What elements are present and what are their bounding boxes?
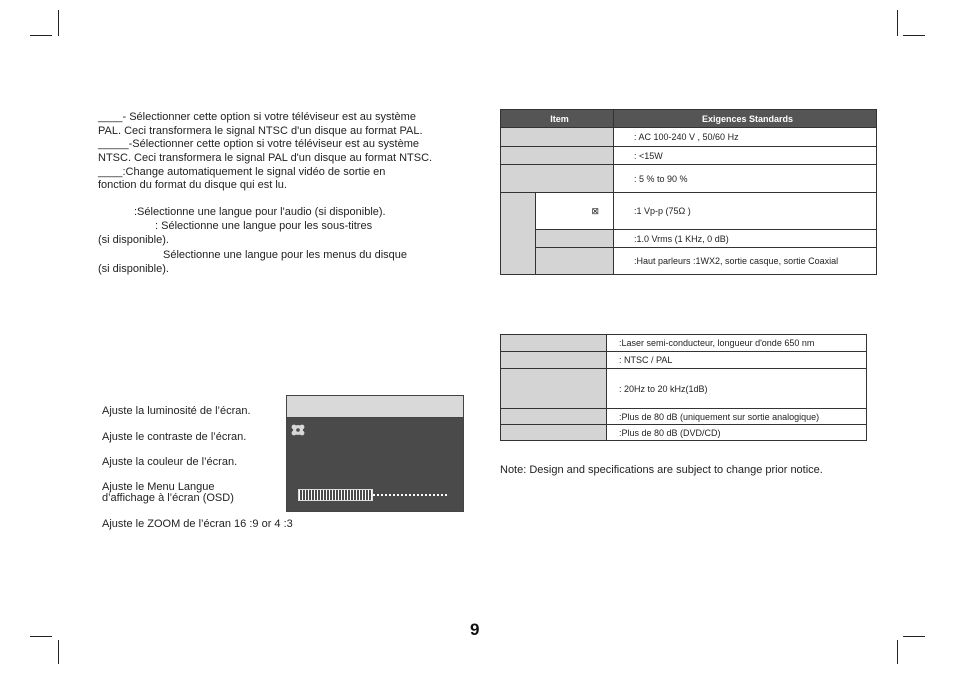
system-value: : NTSC / PAL	[607, 352, 867, 369]
osd-menu-desc-line1: Ajuste le Menu Langue	[102, 481, 215, 493]
table-row	[501, 425, 867, 441]
brightness-desc: Ajuste la luminosité de l’écran.	[102, 405, 251, 417]
header-item: Item	[501, 110, 614, 128]
audio-language-desc: :Sélectionne une langue pour l'audio (si disponible).	[134, 206, 386, 218]
crop-mark	[30, 35, 52, 36]
row-label	[536, 230, 614, 248]
crop-mark	[897, 640, 898, 664]
row-label	[501, 425, 607, 441]
video-out-value: :1 Vp-p (75Ω )	[614, 193, 877, 230]
subtitle-language-desc-line1: : Sélectionne une langue pour les sous-titres	[155, 220, 373, 232]
header-standards: Exigences Standards	[614, 110, 877, 128]
osd-preview-screen	[286, 395, 464, 512]
table-row	[501, 352, 867, 369]
crop-mark	[58, 10, 59, 36]
osd-menu-desc-line2: d’affichage à l’écran (OSD)	[102, 492, 234, 504]
row-label	[536, 248, 614, 275]
menu-language-desc-line2: (si disponible).	[98, 263, 169, 275]
row-label	[501, 335, 607, 352]
subtitle-language-desc-line2: (si disponible).	[98, 234, 169, 246]
auto-option-line1: ____:Change automatiquement le signal vidéo de sortie en	[98, 166, 386, 178]
audio-out-value: :1.0 Vrms (1 KHz, 0 dB)	[614, 230, 877, 248]
table-row	[501, 335, 867, 352]
outputs-value: :Haut parleurs :1WX2, sortie casque, sortie Coaxial	[614, 248, 877, 275]
dynamic-range-value: :Plus de 80 dB (DVD/CD)	[607, 425, 867, 441]
power-value: : AC 100-240 V , 50/60 Hz	[614, 128, 877, 147]
crop-mark	[903, 636, 925, 637]
consumption-value: : <15W	[614, 147, 877, 165]
frequency-value: : 20Hz to 20 kHz(1dB)	[607, 369, 867, 409]
color-desc: Ajuste la couleur de l’écran.	[102, 456, 238, 468]
table-row	[501, 369, 867, 409]
crop-mark	[903, 35, 925, 36]
row-label	[501, 128, 614, 147]
crop-mark	[58, 640, 59, 664]
slider-track	[373, 494, 448, 496]
crop-mark	[30, 636, 52, 637]
contrast-desc: Ajuste le contraste de l’écran.	[102, 431, 247, 443]
table-header-row	[501, 110, 877, 128]
laser-value: :Laser semi-conducteur, longueur d'onde 650 nm	[607, 335, 867, 352]
page-number: 9	[470, 620, 480, 639]
snr-value: :Plus de 80 dB (uniquement sur sortie analogique)	[607, 409, 867, 425]
row-label	[501, 165, 614, 193]
ntsc-option-line2: NTSC. Ceci transformera le signal PAL d'un disque au format NTSC.	[98, 152, 433, 164]
table-row	[501, 147, 877, 165]
menu-language-desc-line1: Sélectionne une langue pour les menus du disque	[163, 249, 408, 261]
pal-option-line2: PAL. Ceci transformera le signal NTSC d'un disque au format PAL.	[98, 125, 423, 137]
crop-mark	[897, 10, 898, 36]
video-symbol: ⊠	[536, 193, 614, 230]
table-row	[501, 128, 877, 147]
osd-title-bar	[287, 396, 463, 418]
zoom-desc: Ajuste le ZOOM de l’écran 16 :9 or 4 :3	[102, 518, 293, 530]
pal-option-line1: ____- Sélectionner cette option si votre téléviseur est au système	[98, 111, 416, 123]
row-label	[501, 409, 607, 425]
gear-icon	[291, 424, 305, 436]
humidity-value: : 5 % to 90 %	[614, 165, 877, 193]
table-row	[501, 409, 867, 425]
slider-fill	[298, 489, 373, 501]
spec-note: Note: Design and specifications are subject to change prior notice.	[500, 464, 823, 476]
ntsc-option-line1: _____-Sélectionner cette option si votre téléviseur est au système	[98, 138, 420, 150]
spec-table-disc	[500, 334, 867, 441]
row-label	[501, 369, 607, 409]
row-label	[501, 352, 607, 369]
row-label	[501, 147, 614, 165]
table-row	[501, 248, 877, 275]
table-row	[501, 193, 877, 230]
table-row	[501, 230, 877, 248]
osd-level-slider	[298, 489, 448, 501]
auto-option-line2: fonction du format du disque qui est lu.	[98, 179, 287, 191]
table-row	[501, 165, 877, 193]
spec-table-general	[500, 109, 877, 275]
outputs-group-label	[501, 193, 536, 275]
